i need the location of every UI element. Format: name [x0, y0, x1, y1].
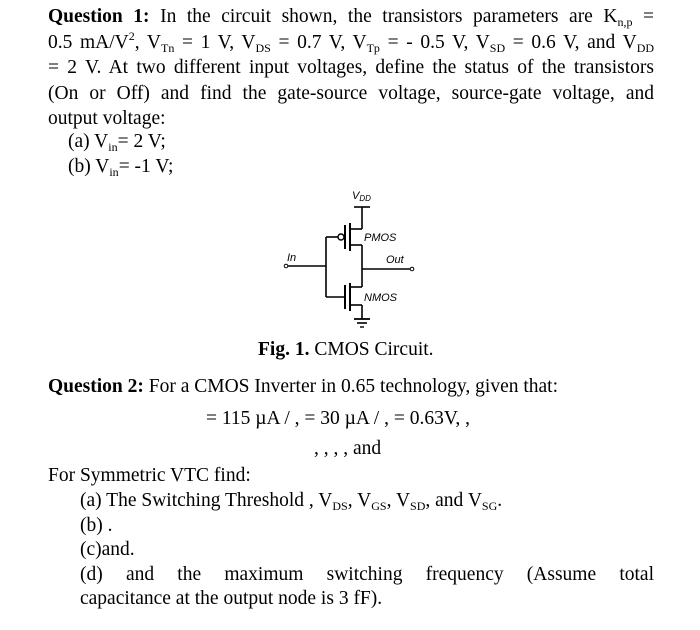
- q2-item-a-pre: (a) The Switching Threshold , V: [80, 490, 333, 511]
- q2-item-d-line-1: (d) and the maximum switching frequency (Assume total: [80, 563, 654, 585]
- figure-caption-text: CMOS Circuit.: [314, 339, 434, 360]
- figure-caption: [258, 339, 434, 361]
- q1-vtn-sub: Tn: [161, 40, 175, 55]
- q2-items: [80, 489, 654, 612]
- q1-item-a-sub: in: [108, 140, 118, 154]
- q2-given-line-2: , , , , and: [314, 438, 382, 459]
- q1-line-3: = 2 V. At two different input voltages, define the status of the transistors: [48, 57, 654, 78]
- q1-vtp-val: = - 0.5 V, V: [387, 31, 490, 53]
- q1-vds-sub: DS: [255, 40, 271, 55]
- pmos-bubble: [338, 234, 344, 240]
- q1-item-b-pre: (b) V: [68, 156, 110, 177]
- q1-vdd-sub: DD: [636, 40, 655, 55]
- q1-label: Question 1:: [48, 6, 150, 27]
- q1-sep1: , V: [134, 31, 162, 53]
- q1-vtn-val: = 1 V, V: [182, 31, 256, 53]
- q1-item-a-post: = 2 V;: [117, 131, 166, 152]
- input-terminal: [284, 264, 288, 268]
- q1-item-b-post: = -1 V;: [118, 156, 174, 177]
- vdd-label: VDD: [352, 190, 371, 203]
- q2-item-d-line-2: capacitance at the output node is 3 fF).: [80, 588, 383, 609]
- q2-item-a-sub2: GS: [371, 499, 387, 513]
- q2-item-a-end: .: [497, 490, 503, 511]
- q2-item-a-mid1: , V: [347, 490, 372, 511]
- q1-intro: In the circuit shown, the transistors parameters are K: [160, 6, 618, 27]
- q2-item-a-sub4: SG: [481, 499, 498, 513]
- q1-line-2: [48, 30, 654, 56]
- q1-vds-val: = 0.7 V, V: [278, 31, 367, 53]
- q1-k-eq: =: [643, 6, 655, 27]
- q2-item-a: [80, 489, 654, 514]
- out-label: Out: [386, 254, 404, 266]
- question-2: [48, 376, 558, 398]
- q2-item-a-sub1: DS: [332, 499, 348, 513]
- vtc-intro: For Symmetric VTC find:: [48, 465, 251, 486]
- question-1: [48, 4, 654, 132]
- q2-text: For a CMOS Inverter in 0.65 technology, given that:: [148, 376, 559, 397]
- q1-vsd-val: = 0.6 V, and V: [512, 31, 637, 53]
- cmos-circuit-diagram: [278, 185, 428, 335]
- q2-item-a-mid2: , V: [386, 490, 411, 511]
- q1-k-sub: n,p: [617, 15, 633, 29]
- q2-label: Question 2:: [48, 376, 144, 397]
- nmos-label: NMOS: [364, 292, 397, 304]
- q2-given-line-1: = 115 µA / , = 30 µA / , = 0.63V, ,: [206, 408, 471, 429]
- q1-item-a-pre: (a) V: [68, 131, 109, 152]
- q1-item-b-sub: in: [109, 165, 119, 179]
- q2-item-a-sub3: SD: [410, 499, 426, 513]
- q2-item-a-mid3: , and V: [425, 490, 482, 511]
- q1-k-exp: 2: [128, 28, 135, 43]
- figure-caption-label: Fig. 1.: [258, 339, 310, 360]
- q2-item-b: (b) .: [80, 514, 113, 536]
- q1-line-1: [48, 4, 654, 30]
- q1-item-a: [68, 129, 173, 154]
- q1-item-b: [68, 154, 173, 179]
- pmos-label: PMOS: [364, 232, 397, 244]
- q1-vtp-sub: Tp: [366, 40, 380, 55]
- q1-items: [68, 129, 173, 179]
- q1-line-5: output voltage:: [48, 108, 166, 129]
- q1-k-val: 0.5 mA/V: [48, 31, 129, 53]
- q1-vsd-sub: SD: [489, 40, 506, 55]
- q2-item-c: (c)and.: [80, 539, 135, 560]
- q1-line-4: (On or Off) and find the gate-source voltage, source-gate voltage, and: [48, 82, 654, 104]
- output-terminal: [410, 267, 414, 271]
- in-label: In: [287, 252, 297, 264]
